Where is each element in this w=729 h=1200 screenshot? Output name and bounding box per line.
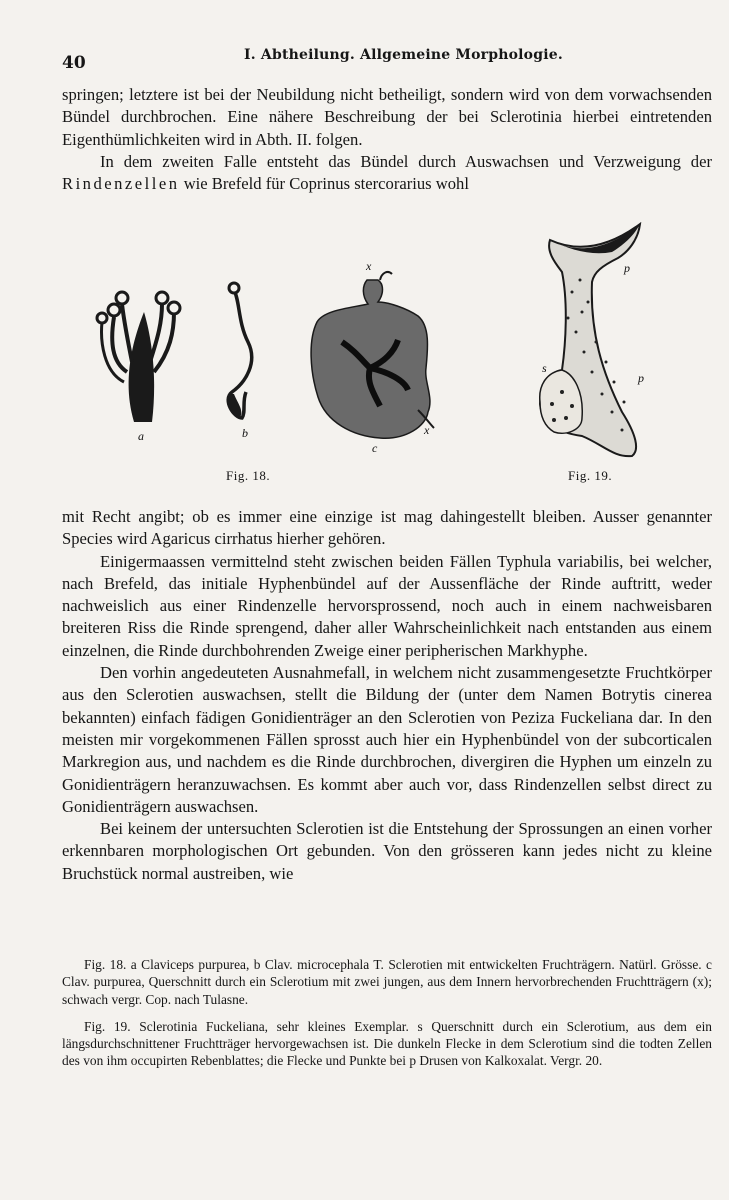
paragraph: springen; letztere ist bei der Neubildung nicht betheiligt, sondern wird von dem vorwachsenden Bündel durchbrochen. Eine nähere Beschreibung der bei Sclerotinia hierbei eintretenden Eigenthümlichkeiten wird in Abth. II. folgen. xyxy=(62,85,712,149)
paragraph: Bei keinem der untersuchten Sclerotien ist die Entstehung der Sprossungen an einen vorher erkennbaren morphologischen Ort gebunden. Von den grösseren kann jedes nicht zu kleine Bruchstück normal austreiben, wie xyxy=(62,819,712,883)
panel-label-p-top: p xyxy=(624,261,630,275)
fig18a-claviceps-illustration xyxy=(97,292,180,422)
panel-label-x-right: x xyxy=(424,423,430,437)
emphasis-spaced: Rindenzellen xyxy=(62,174,180,194)
figure-captions xyxy=(62,956,712,1080)
panel-label-p-bottom: p xyxy=(638,371,644,385)
paragraph: Den vorhin angedeuteten Ausnahmefall, in welchem nicht zusammengesetzte Fruchtkörper aus den Sclerotien auswachsen, stellt die Bildung der (unter dem Namen Botrytis cinerea bekannten) einfach fädigen Gonidienträger an den Sclerotien von Peziza Fuckeliana dar. In den meisten mir vorgekommenen Fällen sprosst auch hier ein Hyphenbündel von der subcorticalen Markregion aus, und nachdem es die Rinde durchbrochen, divergiren die Hyphen um einzeln zu Gonidienträgern heranzuwachsen. Es kommt aber auch vor, dass Rindenzellen selbst direct zu Gonidienträgern auswachsen. xyxy=(62,663,712,816)
fig18c-cross-section-illustration xyxy=(311,272,434,438)
panel-label-c: c xyxy=(372,441,378,455)
figure-illustrations xyxy=(62,222,712,492)
fig18b-clav-microcephala-illustration xyxy=(228,283,252,418)
paragraph xyxy=(62,151,712,196)
panel-label-a: a xyxy=(138,429,144,443)
text-block-bottom xyxy=(62,506,712,885)
page-number: 40 xyxy=(62,53,86,73)
figures-area xyxy=(62,222,712,492)
figure-18-label: Fig. 18. xyxy=(226,468,271,483)
caption-fig18: Fig. 18. a Claviceps purpurea, b Clav. microcephala T. Sclerotien mit entwickelten Fruchträgern. Natürl. Grösse. c Clav. purpurea, Querschnitt durch ein Sclerotium mit zwei jungen, aus dem Innern hervorbrechenden Fruchtträgern (x); schwach vergr. Cop. nach Tulasne. xyxy=(62,957,712,1007)
figure-19-label: Fig. 19. xyxy=(568,468,613,483)
paragraph: mit Recht angibt; ob es immer eine einzige ist mag dahingestellt bleiben. Ausser genannter Species wird Agaricus cirrhatus hierher gehören. xyxy=(62,507,712,549)
text-block-top xyxy=(62,84,712,195)
paragraph: Einigermaassen vermittelnd steht zwischen beiden Fällen Typhula variabilis, bei welcher, nach Brefeld, das initiale Hyphenbündel auf der Aussenfläche der Rinde auftritt, weder nachweislich aus einer Rindenzelle hervorsprossend, noch auch in einem nachweisbaren breiteren Riss die Rinde sprengend, daher aller Wahrscheinlichkeit nach entstanden aus einem einzelnen, die Rinde durchbohrenden Zweige einer peripherischen Markhyphe. xyxy=(62,551,712,660)
panel-label-x-top: x xyxy=(366,259,372,273)
page-header xyxy=(62,47,712,73)
text-span: In dem zweiten Falle entsteht das Bündel durch Auswachsen und Verzweigung der xyxy=(100,151,712,171)
running-head: I. Abtheilung. Allgemeine Morphologie. xyxy=(244,47,563,63)
panel-label-s: s xyxy=(542,361,547,375)
fig19-sclerotinia-illustration xyxy=(540,224,640,456)
caption-fig19: Fig. 19. Sclerotinia Fuckeliana, sehr kleines Exemplar. s Querschnitt durch ein Sclerotium, aus dem ein längsdurchschnittener Fruchtträger hervorgewachsen ist. Die dunkeln Flecke in dem Sclerotium sind die todten Zellen des von ihm occupirten Rebenblattes; die Flecke und Punkte bei p Drusen von Kalkoxalat. Vergr. 20. xyxy=(62,1018,712,1069)
text-span: wie Brefeld für Coprinus stercorarius wohl xyxy=(179,174,469,194)
panel-label-b: b xyxy=(242,426,248,440)
